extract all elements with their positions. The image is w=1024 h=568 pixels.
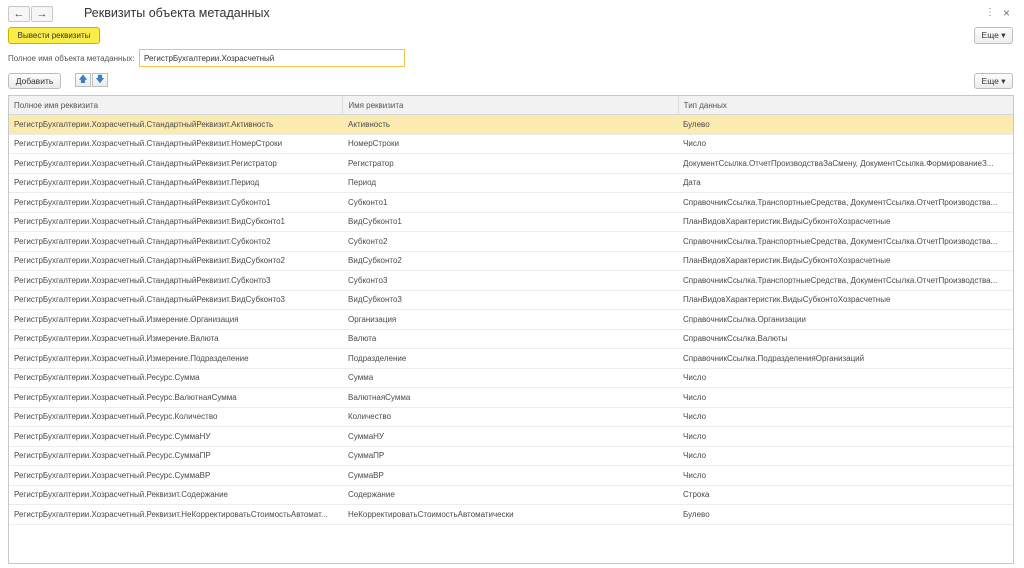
forward-button[interactable] — [31, 6, 53, 22]
fullname-input[interactable]: РегистрБухгалтерии.Хозрасчетный — [139, 49, 405, 67]
table-row[interactable] — [9, 252, 1013, 272]
cell-name: ВидСубконто3 — [348, 295, 402, 305]
cell-name: Организация — [348, 314, 397, 324]
cell-fullname: РегистрБухгалтерии.Хозрасчетный.Ресурс.ВалютнаяСумма — [14, 392, 237, 402]
cell-name: Содержание — [348, 490, 395, 500]
table-row[interactable] — [9, 466, 1013, 486]
cell-type: Число — [683, 412, 707, 422]
cell-fullname: РегистрБухгалтерии.Хозрасчетный.Ресурс.Сумма — [14, 373, 200, 383]
cell-type: СправочникСсылка.Валюты — [683, 334, 788, 344]
table-row[interactable] — [9, 154, 1013, 174]
cell-type: ДокументСсылка.ОтчетПроизводстваЗаСмену, ДокументСсылка.ФормированиеЗ... — [683, 158, 994, 168]
table-row[interactable] — [9, 505, 1013, 525]
cell-name: НомерСтроки — [348, 139, 399, 149]
cell-fullname: РегистрБухгалтерии.Хозрасчетный.СтандартныйРеквизит.Субконто1 — [14, 197, 271, 207]
cell-type: ПланВидовХарактеристик.ВидыСубконтоХозрасчетные — [683, 217, 891, 227]
table-row[interactable] — [9, 135, 1013, 155]
output-attributes-button[interactable]: Вывести реквизиты — [8, 27, 100, 44]
arrow-up-icon: 🡅 — [78, 74, 88, 84]
arrow-right-icon: → — [36, 8, 48, 20]
add-button[interactable]: Добавить — [8, 73, 61, 89]
cell-name: ВидСубконто1 — [348, 217, 402, 227]
cell-type: Дата — [683, 178, 701, 188]
cell-name: НеКорректироватьСтоимостьАвтоматически — [348, 509, 514, 519]
cell-name: Валюта — [348, 334, 377, 344]
back-button[interactable] — [8, 6, 30, 22]
table-row[interactable] — [9, 271, 1013, 291]
cell-fullname: РегистрБухгалтерии.Хозрасчетный.Ресурс.СуммаПР — [14, 451, 211, 461]
header-fullname[interactable]: Полное имя реквизита — [9, 96, 343, 114]
more-button[interactable]: Еще ▾ — [974, 27, 1013, 44]
table-row[interactable] — [9, 408, 1013, 428]
table-more-button[interactable]: Еще ▾ — [974, 73, 1013, 89]
table-header — [9, 96, 1013, 115]
close-icon[interactable]: × — [1003, 6, 1011, 20]
cell-fullname: РегистрБухгалтерии.Хозрасчетный.СтандартныйРеквизит.ВидСубконто1 — [14, 217, 286, 227]
move-down-button[interactable] — [92, 73, 108, 87]
attributes-table[interactable] — [8, 95, 1014, 564]
cell-name: Регистратор — [348, 158, 394, 168]
cell-type: Число — [683, 373, 707, 383]
cell-fullname: РегистрБухгалтерии.Хозрасчетный.СтандартныйРеквизит.Активность — [14, 119, 274, 129]
cell-fullname: РегистрБухгалтерии.Хозрасчетный.Измерение.Организация — [14, 314, 239, 324]
cell-fullname: РегистрБухгалтерии.Хозрасчетный.Ресурс.Количество — [14, 412, 218, 422]
table-row[interactable] — [9, 447, 1013, 467]
cell-fullname: РегистрБухгалтерии.Хозрасчетный.Измерение.Подразделение — [14, 353, 249, 363]
cell-type: ПланВидовХарактеристик.ВидыСубконтоХозрасчетные — [683, 256, 891, 266]
cell-type: ПланВидовХарактеристик.ВидыСубконтоХозрасчетные — [683, 295, 891, 305]
cell-name: ВалютнаяСумма — [348, 392, 411, 402]
table-row[interactable] — [9, 232, 1013, 252]
cell-name: Количество — [348, 412, 391, 422]
cell-name: Субконто1 — [348, 197, 388, 207]
cell-fullname: РегистрБухгалтерии.Хозрасчетный.СтандартныйРеквизит.Период — [14, 178, 260, 188]
cell-type: Число — [683, 470, 707, 480]
page-title: Реквизиты объекта метаданных — [84, 6, 270, 20]
cell-type: Число — [683, 431, 707, 441]
cell-name: Субконто3 — [348, 275, 388, 285]
move-up-button[interactable] — [75, 73, 91, 87]
table-row[interactable] — [9, 427, 1013, 447]
cell-type: Число — [683, 392, 707, 402]
cell-name: СуммаПР — [348, 451, 385, 461]
cell-fullname: РегистрБухгалтерии.Хозрасчетный.СтандартныйРеквизит.ВидСубконто2 — [14, 256, 286, 266]
cell-name: Активность — [348, 119, 391, 129]
cell-name: Субконто2 — [348, 236, 388, 246]
table-row[interactable] — [9, 193, 1013, 213]
cell-type: СправочникСсылка.ТранспортныеСредства, ДокументСсылка.ОтчетПроизводства... — [683, 275, 998, 285]
cell-fullname: РегистрБухгалтерии.Хозрасчетный.Измерение.Валюта — [14, 334, 219, 344]
table-row[interactable] — [9, 115, 1013, 135]
cell-name: ВидСубконто2 — [348, 256, 402, 266]
cell-fullname: РегистрБухгалтерии.Хозрасчетный.Реквизит.Содержание — [14, 490, 228, 500]
cell-type: Строка — [683, 490, 710, 500]
cell-type: СправочникСсылка.ТранспортныеСредства, ДокументСсылка.ОтчетПроизводства... — [683, 197, 998, 207]
cell-fullname: РегистрБухгалтерии.Хозрасчетный.СтандартныйРеквизит.ВидСубконто3 — [14, 295, 286, 305]
arrow-left-icon: ← — [13, 8, 25, 20]
table-row[interactable] — [9, 486, 1013, 506]
header-name[interactable]: Имя реквизита — [343, 96, 678, 114]
header-type[interactable]: Тип данных — [683, 100, 727, 110]
cell-type: СправочникСсылка.Организации — [683, 314, 806, 324]
cell-type: Число — [683, 139, 707, 149]
cell-fullname: РегистрБухгалтерии.Хозрасчетный.Ресурс.СуммаНУ — [14, 431, 211, 441]
cell-fullname: РегистрБухгалтерии.Хозрасчетный.СтандартныйРеквизит.Регистратор — [14, 158, 277, 168]
cell-name: СуммаВР — [348, 470, 384, 480]
cell-type: СправочникСсылка.ПодразделенияОрганизаций — [683, 353, 865, 363]
table-row[interactable] — [9, 330, 1013, 350]
table-row[interactable] — [9, 388, 1013, 408]
more-menu-icon[interactable]: ⋮ — [985, 7, 995, 18]
cell-type: Булево — [683, 509, 710, 519]
table-row[interactable] — [9, 213, 1013, 233]
cell-type: Число — [683, 451, 707, 461]
cell-fullname: РегистрБухгалтерии.Хозрасчетный.СтандартныйРеквизит.Субконто2 — [14, 236, 271, 246]
cell-name: Подразделение — [348, 353, 407, 363]
cell-type: Булево — [683, 119, 710, 129]
table-row[interactable] — [9, 369, 1013, 389]
table-row[interactable] — [9, 174, 1013, 194]
fullname-label: Полное имя объекта метаданных: — [8, 54, 135, 63]
arrow-down-icon: 🡇 — [95, 74, 105, 84]
cell-fullname: РегистрБухгалтерии.Хозрасчетный.СтандартныйРеквизит.Субконто3 — [14, 275, 271, 285]
cell-name: Сумма — [348, 373, 374, 383]
table-row[interactable] — [9, 310, 1013, 330]
cell-type: СправочникСсылка.ТранспортныеСредства, ДокументСсылка.ОтчетПроизводства... — [683, 236, 998, 246]
table-body — [9, 115, 1013, 525]
cell-fullname: РегистрБухгалтерии.Хозрасчетный.Ресурс.СуммаВР — [14, 470, 211, 480]
table-row[interactable] — [9, 349, 1013, 369]
table-row[interactable] — [9, 291, 1013, 311]
cell-fullname: РегистрБухгалтерии.Хозрасчетный.Реквизит.НеКорректироватьСтоимостьАвтомат... — [14, 509, 328, 519]
cell-name: СуммаНУ — [348, 431, 385, 441]
cell-fullname: РегистрБухгалтерии.Хозрасчетный.СтандартныйРеквизит.НомерСтроки — [14, 139, 283, 149]
cell-name: Период — [348, 178, 377, 188]
